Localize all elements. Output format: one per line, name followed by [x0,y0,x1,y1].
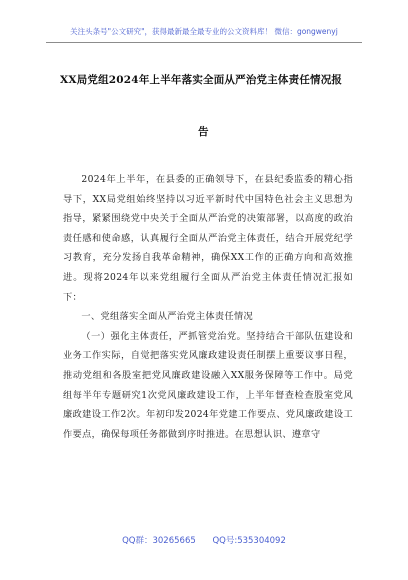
document-title-line2: 告 [198,126,209,138]
section-heading: 一、党组落实全面从严治党主体责任情况 [81,311,254,323]
document-body [63,170,353,444]
document-title-line1: XX局党组2024年上半年落实全面从严治党主体责任情况报 [60,74,343,86]
header-note: 关注头条号"公文研究"，获得最新最全最专业的公文资料库！ 微信：gongwenyj [70,27,338,36]
paragraph-intro: 2024年上半年，在县委的正确领导下，在县纪委监委的精心指导下，XX局党组始终坚持以习近平新时代中国特色社会主义思想为指导，紧紧围绕党中央关于全面从严治党的决策部署，以高度的政治责任感和使命感，认真履行全面从严治党主体责任，结合开展党纪学习教育，充分发扬自我革命精神，确保XX工作的正确方向和高效推进。现将2024年以来党组履行全面从严治党主体责任情况汇报如下： [63,174,353,303]
paragraph-section-1: （一）强化主体责任，严抓管党治党。坚持结合干部队伍建设和业务工作实际，自觉把落实党风廉政建设责任制摆上重要议事日程，推动党组和各股室把党风廉政建设融入XX服务保障等工作中。局党组每半年专题研究1次党风廉政建设工作，上半年督查检查股室党风廉政建设工作2次。年初印发2024年党建工作要点、党风廉政建设工作要点，确保每项任务都做到序时推进。在思想认识、遵章守 [63,330,353,440]
footer-contacts: QQ群：30265665 QQ号:535304092 [122,536,286,546]
header-divider [46,42,362,43]
